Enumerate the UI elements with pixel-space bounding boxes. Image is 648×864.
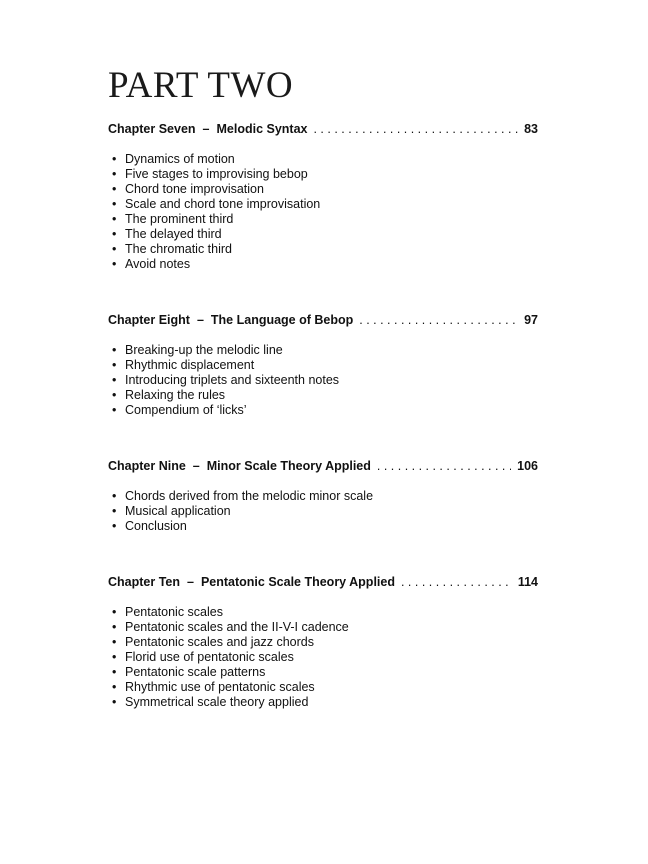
bullet-icon: • <box>112 504 117 518</box>
chapter-ten-entry <box>108 575 538 710</box>
chapter-heading[interactable] <box>108 122 538 137</box>
chapter-heading[interactable] <box>108 575 538 590</box>
topic-item: • Pentatonic scale patterns <box>112 665 266 679</box>
dot-leader <box>359 313 518 328</box>
chapter-page-number: 106 <box>517 459 538 473</box>
chapter-title: The Language of Bebop <box>210 313 354 327</box>
chapter-number: Chapter Eight <box>108 313 190 327</box>
bullet-icon: • <box>112 403 117 417</box>
dot-leader <box>313 122 518 137</box>
bullet-icon: • <box>112 152 117 166</box>
chapter-heading[interactable] <box>108 313 538 328</box>
chapter-dash: – <box>202 122 210 136</box>
bullet-icon: • <box>112 605 117 619</box>
bullet-icon: • <box>112 358 117 372</box>
chapter-eight-entry <box>108 313 538 418</box>
bullet-icon: • <box>112 635 117 649</box>
chapter-seven-entry <box>108 122 538 272</box>
bullet-icon: • <box>112 665 117 679</box>
chapter-number: Chapter Seven <box>108 122 196 136</box>
topic-item: • Avoid notes <box>112 257 191 271</box>
bullet-icon: • <box>112 388 117 402</box>
bullet-icon: • <box>112 212 117 226</box>
bullet-icon: • <box>112 227 117 241</box>
topic-item: • Musical application <box>112 504 231 518</box>
topic-item: • Scale and chord tone improvisation <box>112 197 321 211</box>
bullet-icon: • <box>112 197 117 211</box>
bullet-icon: • <box>112 650 117 664</box>
dot-leader <box>401 575 512 590</box>
bullet-icon: • <box>112 620 117 634</box>
topic-item: • Pentatonic scales and the II-V-I cadence <box>112 620 349 634</box>
topic-item: • The prominent third <box>112 212 234 226</box>
chapter-heading[interactable] <box>108 459 538 474</box>
topic-item: • Chord tone improvisation <box>112 182 264 196</box>
topic-item: • Symmetrical scale theory applied <box>112 695 309 709</box>
topic-item: • Dynamics of motion <box>112 152 235 166</box>
dot-leader <box>377 459 511 474</box>
chapter-dash: – <box>187 575 194 589</box>
topic-item: • Breaking-up the melodic line <box>112 343 283 357</box>
bullet-icon: • <box>112 182 117 196</box>
chapter-nine-entry <box>108 459 538 534</box>
topic-list <box>108 489 538 534</box>
bullet-icon: • <box>112 257 117 271</box>
topic-item: • Conclusion <box>112 519 187 533</box>
topic-item: • Five stages to improvising bebop <box>112 167 308 181</box>
topic-item: • Pentatonic scales and jazz chords <box>112 635 314 649</box>
chapter-page-number: 97 <box>524 313 538 327</box>
chapter-dash: – <box>192 459 200 473</box>
topic-item: • The delayed third <box>112 227 222 241</box>
topic-item: • Rhythmic use of pentatonic scales <box>112 680 315 694</box>
bullet-icon: • <box>112 167 117 181</box>
topic-item: • Compendium of ‘licks’ <box>112 403 247 417</box>
topic-item: • Florid use of pentatonic scales <box>112 650 294 664</box>
chapter-title: Pentatonic Scale Theory Applied <box>200 575 395 589</box>
bullet-icon: • <box>112 695 117 709</box>
chapter-page-number: 83 <box>524 122 538 136</box>
bullet-icon: • <box>112 680 117 694</box>
topic-list <box>108 343 538 418</box>
chapter-page-number: 114 <box>517 575 538 589</box>
bullet-icon: • <box>112 242 117 256</box>
chapter-title: Melodic Syntax <box>216 122 308 136</box>
chapter-dash: – <box>196 313 204 327</box>
topic-item: • Pentatonic scales <box>112 605 223 619</box>
bullet-icon: • <box>112 373 117 387</box>
bullet-icon: • <box>112 519 117 533</box>
chapter-title: Minor Scale Theory Applied <box>206 459 371 473</box>
topic-list <box>108 605 538 710</box>
chapter-number: Chapter Nine <box>108 459 186 473</box>
topic-item: • Rhythmic displacement <box>112 358 255 372</box>
part-title: PART TWO <box>108 65 294 106</box>
topic-item: • Chords derived from the melodic minor scale <box>112 489 374 503</box>
topic-item: • Relaxing the rules <box>112 388 226 402</box>
topic-item: • Introducing triplets and sixteenth notes <box>112 373 340 387</box>
topic-list <box>108 152 538 272</box>
topic-item: • The chromatic third <box>112 242 232 256</box>
chapter-number: Chapter Ten <box>108 575 180 589</box>
bullet-icon: • <box>112 343 117 357</box>
bullet-icon: • <box>112 489 117 503</box>
